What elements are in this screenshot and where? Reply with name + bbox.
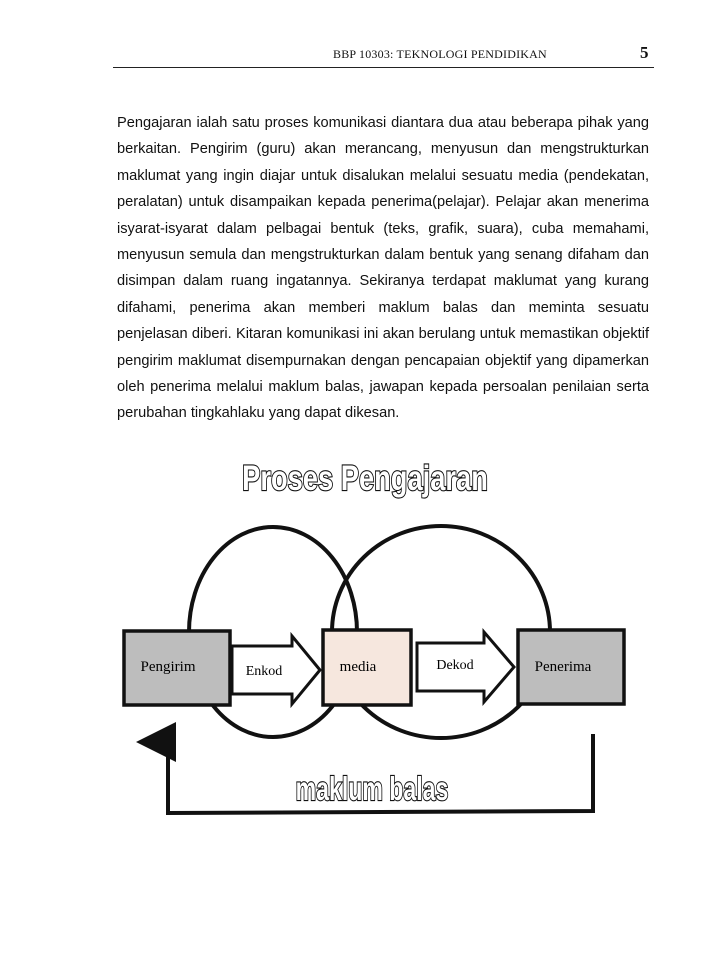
media-label: media (339, 659, 377, 675)
body-paragraph: Pengajaran ialah satu proses komunikasi diantara dua atau beberapa pihak yang berkaitan. Pengirim (guru) akan merancang, menyusun dan mengstrukturkan maklumat yang ingin diajar untuk disalukan melalui sesuatu media (pendekatan, peralatan) untuk disampaikan kepada penerima(pelajar). Pelajar akan menerima isyarat-isyarat dalam pelbagai bentuk (teks, grafik, suara), cuba memahami, menyusun semula dan mengstrukturkan dalam bentuk yang senang difaham dan disimpan dalam ruang ingatannya. Sekiranya terdapat maklumat yang kurang difahami, penerima akan memberi maklum balas dan meminta sesuatu penjelasan diberi. Kitaran komunikasi ini akan berulang untuk memastikan objektif pengirim maklumat disempurnakan dengan pencapaian objektif yang dipamerkan oleh penerima melalui maklum balas, jawapan kepada persoalan penilaian serta perubahan tingkahlaku yang dapat dikesan. (117, 115, 649, 422)
decode-label: Dekod (436, 658, 474, 673)
header-title: BBP 10303: TEKNOLOGI PENDIDIKAN (333, 47, 547, 61)
diagram-title: Proses Pengajaran (242, 458, 488, 498)
sender-label: Pengirim (140, 659, 196, 675)
feedback-label: maklum balas (295, 771, 449, 809)
receiver-label: Penerima (534, 659, 592, 675)
encode-label: Enkod (245, 664, 283, 679)
page-number: 5 (640, 43, 649, 62)
